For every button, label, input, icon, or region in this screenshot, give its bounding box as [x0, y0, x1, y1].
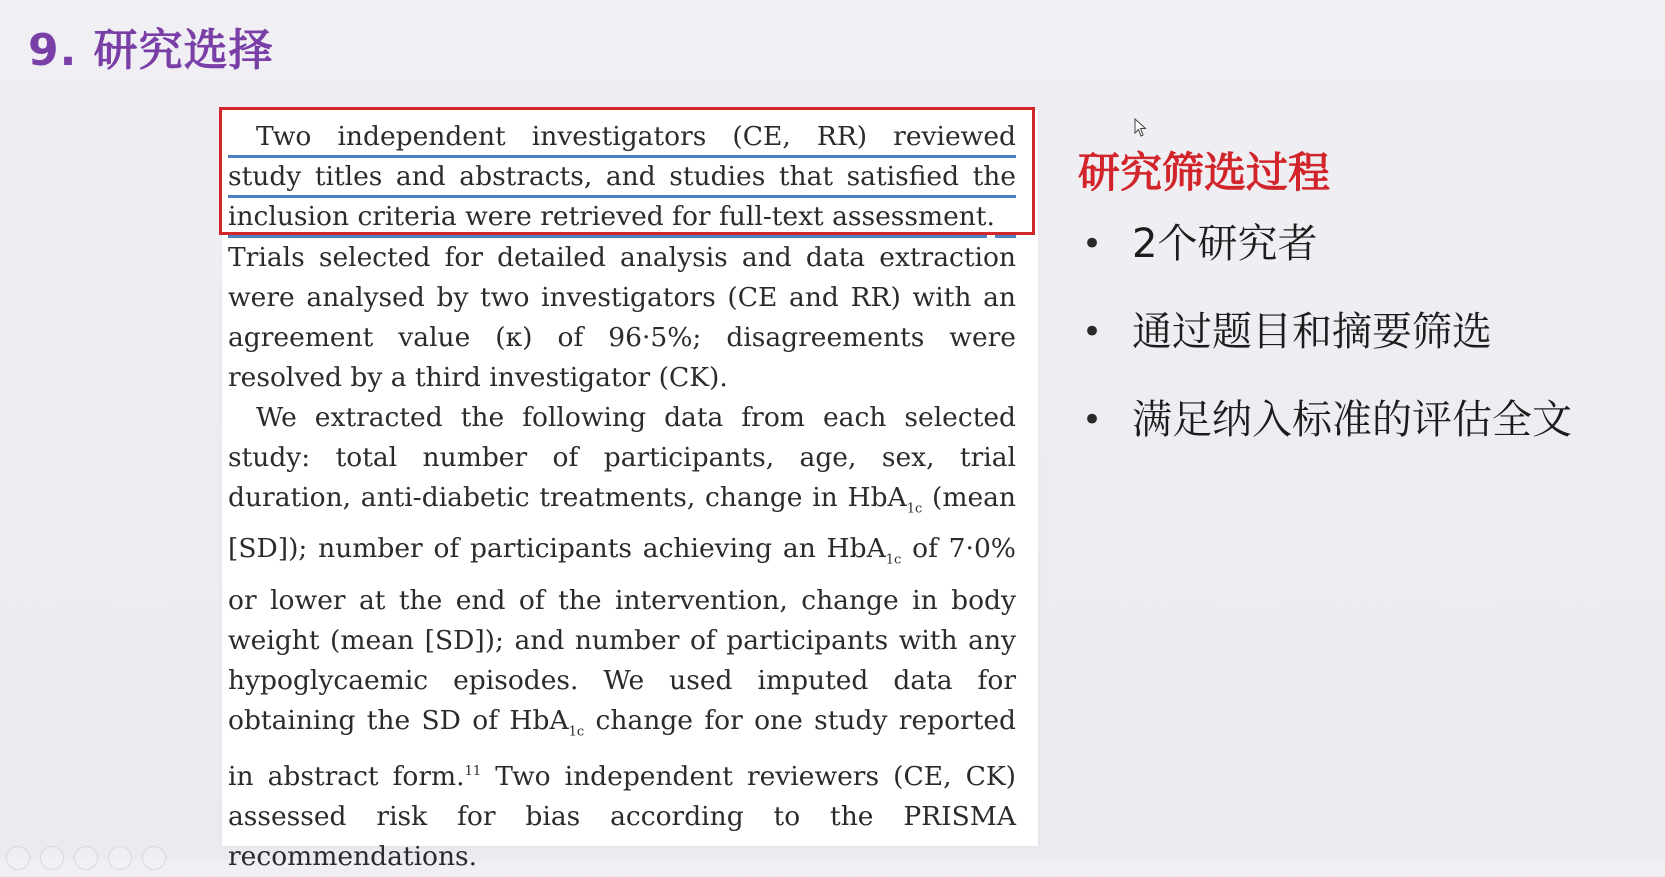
annotation-bullets — [1078, 218, 1665, 446]
bullet-item — [1078, 394, 1665, 446]
zoom-icon[interactable] — [108, 846, 132, 870]
p2-text-e: Two independent reviewers (CE, CK) assessed risk for bias according to the PRISMA recommendations. — [228, 760, 1016, 872]
bullet-dot: • — [1082, 312, 1103, 352]
highlighted-line-2: study titles and abstracts, and studies that satisfied the — [228, 158, 1016, 198]
bullet-text: 通过题目和摘要筛选 — [1132, 309, 1492, 355]
highlighted-line-3-text: inclusion criteria were retrieved for full-text assessment — [228, 201, 987, 232]
mouse-cursor-icon — [1134, 118, 1148, 138]
annotation-panel — [1078, 140, 1665, 482]
pen-tool-icon[interactable] — [40, 846, 64, 870]
paper-excerpt — [222, 110, 1038, 872]
hba1c-subscript-3: 1c — [568, 723, 585, 739]
more-options-icon[interactable] — [142, 846, 166, 870]
paper-text — [228, 118, 1016, 877]
hba1c-subscript-2: 1c — [885, 552, 902, 568]
p2-text-a: We extracted the following data from each selected study: total number of participants, age, sex, trial duration, anti-diabetic treatments, change in HbA — [228, 402, 1016, 513]
paragraph-data-extraction — [228, 398, 1016, 877]
p2-text-c: of 7·0% or lower at the end of the intervention, change in body weight (mean [SD]); and number of participants with any hypoglycaemic episodes. We used imputed data for obtaining the SD of HbA — [228, 533, 1016, 736]
slideshow-controls — [0, 846, 166, 860]
annotation-title: 研究筛选过程 — [1078, 148, 1331, 197]
highlighted-line-3-period: . — [987, 198, 995, 238]
slide-title: 9. 研究选择 — [28, 25, 274, 76]
paragraph-study-selection — [228, 118, 1016, 398]
p2-text-d: change for one study reported in abstract form. — [228, 704, 1017, 792]
bullet-item — [1078, 306, 1665, 358]
slide-sorter-icon[interactable] — [74, 846, 98, 870]
bullet-item — [1078, 218, 1665, 270]
bullet-dot: • — [1082, 400, 1103, 440]
paragraph1-rest: Trials selected for detailed analysis and data extraction were analysed by two investigators (CE and RR) with an agreement value (κ) of 96·5%; disagreements were resolved by a third investigator (CK). — [228, 242, 1016, 393]
reference-superscript: 11 — [464, 763, 482, 779]
bullet-text: 2个研究者 — [1132, 221, 1318, 267]
previous-slide-icon[interactable] — [6, 846, 30, 870]
bullet-dot: • — [1082, 224, 1103, 264]
highlighted-line-3 — [228, 198, 1016, 238]
p2-text-b: (mean [SD]); number of participants achieving an HbA — [228, 482, 1016, 565]
hba1c-subscript-1: 1c — [906, 501, 923, 517]
bullet-text: 满足纳入标准的评估全文 — [1132, 397, 1572, 443]
highlighted-line-1: Two independent investigators (CE, RR) reviewed — [228, 118, 1016, 158]
